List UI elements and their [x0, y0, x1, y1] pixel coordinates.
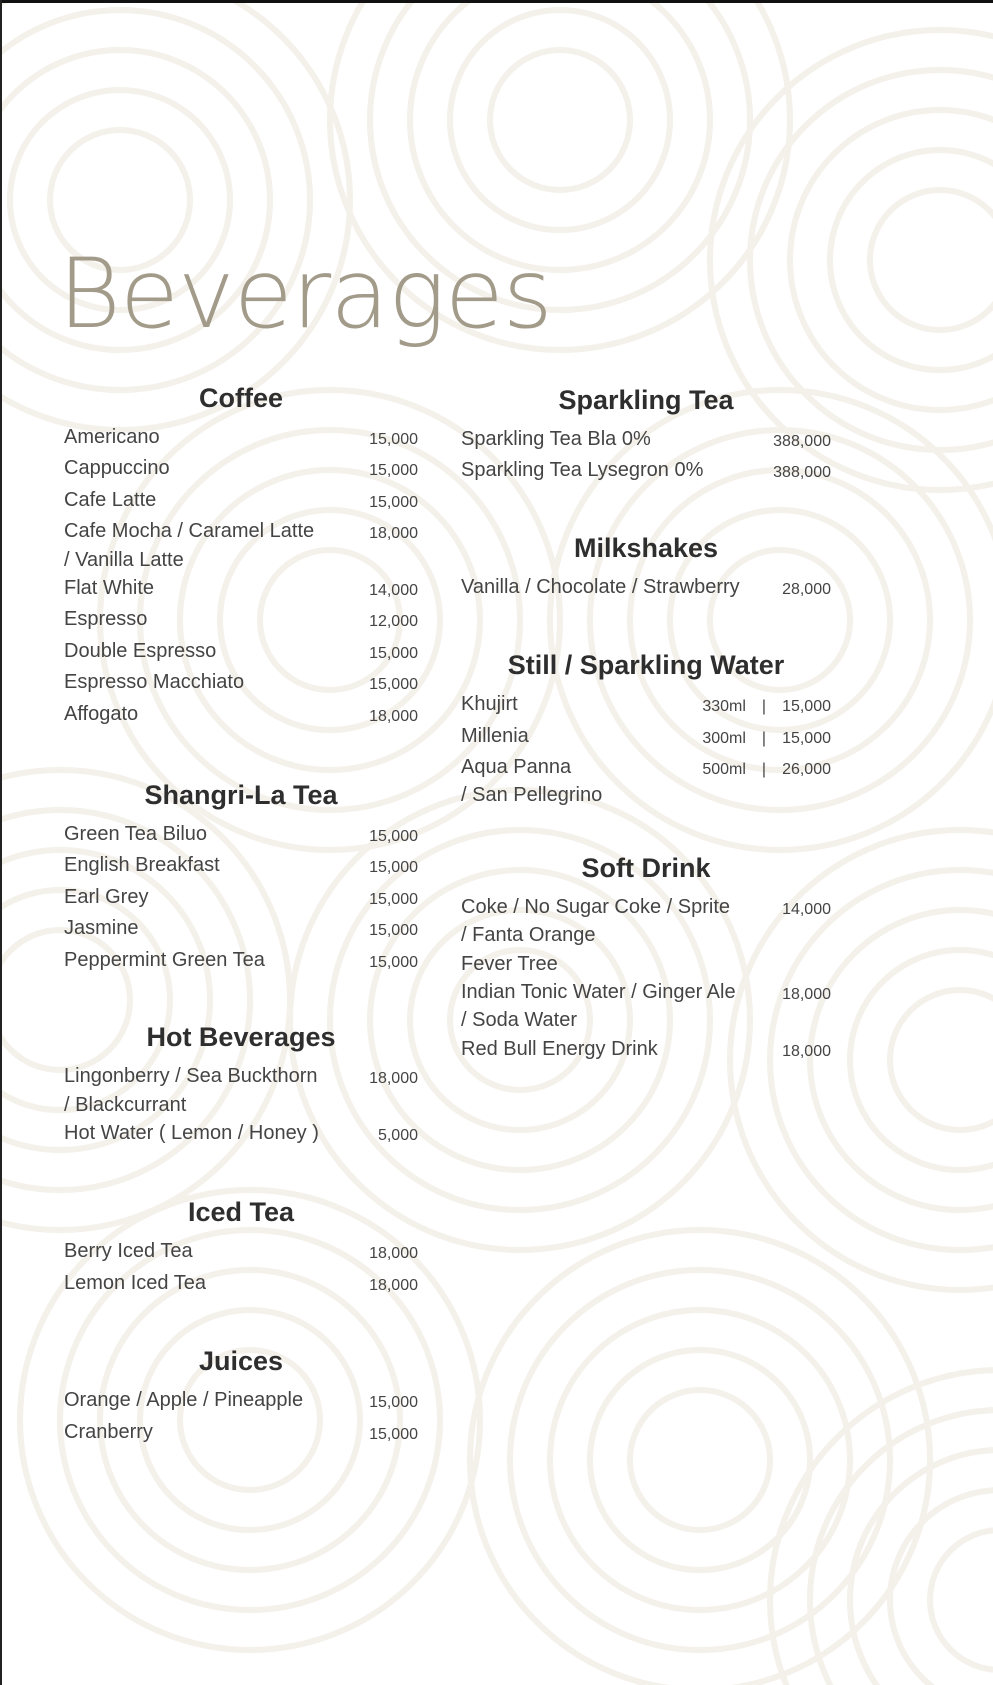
milkshakes-list — [461, 573, 831, 604]
menu-item — [461, 425, 831, 456]
top-border — [0, 0, 993, 3]
menu-item-name: Espresso — [64, 608, 148, 631]
section-iced-tea — [64, 1197, 418, 1300]
left-border — [0, 0, 2, 1685]
menu-item-name: Berry Iced Tea — [64, 1240, 193, 1263]
menu-item-price: 18,000 — [369, 1276, 418, 1294]
menu-item-name: Cranberry — [64, 1420, 153, 1443]
section-sparkling-tea — [461, 385, 831, 488]
pattern-arc — [830, 150, 993, 370]
pattern-arc — [630, 1390, 770, 1530]
menu-item-price: 15,000 — [369, 859, 418, 877]
menu-item — [64, 946, 418, 977]
menu-item — [461, 893, 831, 950]
menu-item-price: 14,000 — [369, 582, 418, 600]
menu-item — [64, 700, 418, 731]
menu-item — [461, 950, 831, 978]
menu-item-price: 18,000 — [782, 1042, 831, 1060]
section-heading-juices: Juices — [198, 1346, 284, 1377]
menu-item — [64, 423, 418, 454]
menu-item-price: 15,000 — [369, 493, 418, 511]
menu-item-name: Affogato — [64, 702, 139, 725]
menu-item — [461, 978, 831, 1035]
menu-item-volume: 330ml — [702, 698, 746, 716]
menu-item-meta — [702, 690, 831, 721]
section-coffee — [64, 383, 418, 731]
left-column — [64, 383, 418, 1449]
menu-item — [64, 1119, 418, 1150]
section-heading-water: Still / Sparkling Water — [507, 650, 785, 681]
menu-item-name: Espresso Macchiato — [64, 671, 245, 694]
menu-item-name: Green Tea Biluo — [64, 823, 208, 846]
section-heading-soft-drink: Soft Drink — [581, 852, 711, 883]
menu-item — [64, 486, 418, 517]
menu-item-price: 15,000 — [369, 1425, 418, 1443]
menu-item-price: 18,000 — [369, 1245, 418, 1263]
menu-item-price: 15,000 — [782, 698, 831, 716]
pattern-arc — [510, 1270, 890, 1650]
menu-item-price: 15,000 — [369, 462, 418, 480]
menu-item — [64, 1269, 418, 1300]
menu-item-meta — [702, 722, 831, 753]
menu-item-name: Double Espresso — [64, 639, 217, 662]
juices-list — [64, 1386, 418, 1449]
menu-item-price: 388,000 — [773, 433, 831, 450]
menu-item-name: Lemon Iced Tea — [64, 1271, 206, 1294]
water-list — [461, 690, 831, 810]
menu-item-volume: 300ml — [702, 729, 746, 747]
menu-item-price: 18,000 — [369, 707, 418, 725]
menu-item-price: 5,000 — [377, 1126, 418, 1144]
menu-item-price: 15,000 — [369, 676, 418, 694]
page-title: Beverages — [58, 238, 552, 350]
menu-item — [64, 637, 418, 668]
shangri-la-tea-list — [64, 820, 418, 977]
menu-item — [461, 1035, 831, 1066]
section-heading-shangri-la-tea: Shangri-La Tea — [144, 780, 338, 811]
menu-item-price: 15,000 — [369, 1394, 418, 1412]
menu-item-price: 15,000 — [369, 828, 418, 846]
pattern-arc — [870, 190, 993, 330]
menu-item-name: Cafe Latte — [64, 488, 157, 511]
menu-item-price: 18,000 — [369, 525, 418, 543]
menu-item-name: Red Bull Energy Drink — [461, 1037, 658, 1060]
menu-item-name: Jasmine — [64, 917, 139, 940]
section-heading-hot-beverages: Hot Beverages — [146, 1022, 336, 1053]
pattern-arc — [890, 1490, 993, 1685]
section-heading-milkshakes: Milkshakes — [573, 532, 719, 563]
menu-item-price: 18,000 — [782, 986, 831, 1004]
section-water — [461, 650, 831, 810]
menu-item-price: 15,000 — [782, 729, 831, 747]
menu-item-name: Lingonberry / Sea Buckthorn / Blackcurrant — [64, 1065, 318, 1116]
menu-item-price: 12,000 — [369, 613, 418, 631]
menu-item-price: 15,000 — [369, 644, 418, 662]
menu-item-name: English Breakfast — [64, 854, 220, 877]
menu-item — [461, 573, 831, 604]
menu-item-name: Aqua Panna / San Pellegrino — [461, 756, 603, 807]
section-heading-iced-tea: Iced Tea — [187, 1197, 295, 1228]
menu-item-name: Earl Grey — [64, 885, 149, 908]
menu-item-name: Indian Tonic Water / Ginger Ale / Soda Water — [461, 981, 736, 1032]
menu-item-name: Cafe Mocha / Caramel Latte / Vanilla Latte — [64, 520, 315, 571]
pattern-arc — [850, 950, 993, 1170]
menu-item-name: Cappuccino — [64, 457, 170, 480]
volume-price-separator: | — [761, 761, 767, 779]
menu-item-name: Americano — [64, 426, 160, 448]
section-soft-drink — [461, 853, 831, 1066]
hot-beverages-list — [64, 1062, 418, 1150]
menu-item — [461, 722, 831, 753]
soft-drink-list — [461, 893, 831, 1066]
menu-item-price: 26,000 — [782, 761, 831, 779]
pattern-arc — [470, 1230, 930, 1685]
iced-tea-list — [64, 1237, 418, 1300]
menu-item — [64, 1386, 418, 1417]
section-shangri-la-tea — [64, 780, 418, 977]
menu-item — [64, 1418, 418, 1449]
menu-item-meta — [702, 753, 831, 784]
pattern-arc — [850, 1450, 993, 1685]
menu-item-name: Sparkling Tea Lysegron 0% — [461, 459, 704, 482]
pattern-arc — [550, 1310, 850, 1610]
menu-item-price: 18,000 — [369, 1070, 418, 1088]
section-hot-beverages — [64, 1022, 418, 1150]
right-column — [461, 385, 831, 1066]
menu-item — [461, 456, 831, 487]
pattern-arc — [890, 990, 993, 1130]
section-heading-coffee: Coffee — [198, 383, 283, 413]
volume-price-separator: | — [761, 698, 767, 716]
menu-item-price: 15,000 — [369, 953, 418, 971]
section-juices — [64, 1346, 418, 1449]
pattern-arc — [490, 50, 630, 190]
menu-item-price: 28,000 — [782, 580, 831, 598]
menu-item-name: Hot Water ( Lemon / Honey ) — [64, 1121, 319, 1144]
menu-item-name: Vanilla / Chocolate / Strawberry — [461, 575, 740, 598]
menu-item-name: Peppermint Green Tea — [64, 948, 265, 971]
menu-item — [64, 851, 418, 882]
menu-item-volume: 500ml — [702, 761, 746, 779]
menu-item — [461, 690, 831, 721]
menu-item — [64, 914, 418, 945]
menu-item — [461, 753, 831, 810]
menu-item — [64, 1237, 418, 1268]
pattern-arc — [810, 910, 993, 1210]
menu-item-price: 15,000 — [369, 922, 418, 940]
coffee-list — [64, 423, 418, 731]
menu-item-name: Khujirt — [461, 693, 518, 716]
menu-item — [64, 574, 418, 605]
menu-item-price: 15,000 — [369, 431, 418, 448]
menu-item — [64, 1062, 418, 1119]
menu-item — [64, 883, 418, 914]
menu-item-name: Fever Tree — [461, 952, 558, 975]
menu-item — [64, 668, 418, 699]
pattern-arc — [450, 10, 670, 230]
menu-item-price: 15,000 — [369, 890, 418, 908]
menu-item — [64, 605, 418, 636]
sparkling-tea-list — [461, 425, 831, 488]
menu-item-name: Millenia — [461, 724, 529, 747]
menu-item-name: Orange / Apple / Pineapple — [64, 1389, 304, 1412]
menu-item-price: 14,000 — [782, 900, 831, 918]
menu-item — [64, 517, 418, 574]
pattern-arc — [930, 1530, 993, 1670]
volume-price-separator: | — [761, 729, 767, 747]
menu-item-name: Sparkling Tea Bla 0% — [461, 428, 651, 450]
section-milkshakes — [461, 533, 831, 604]
menu-item — [64, 454, 418, 485]
menu-item-name: Coke / No Sugar Coke / Sprite / Fanta Orange — [461, 895, 731, 947]
section-heading-sparkling-tea: Sparkling Tea — [558, 385, 734, 415]
menu-item-name: Flat White — [64, 577, 155, 600]
menu-item — [64, 820, 418, 851]
menu-item-price: 388,000 — [773, 464, 831, 482]
